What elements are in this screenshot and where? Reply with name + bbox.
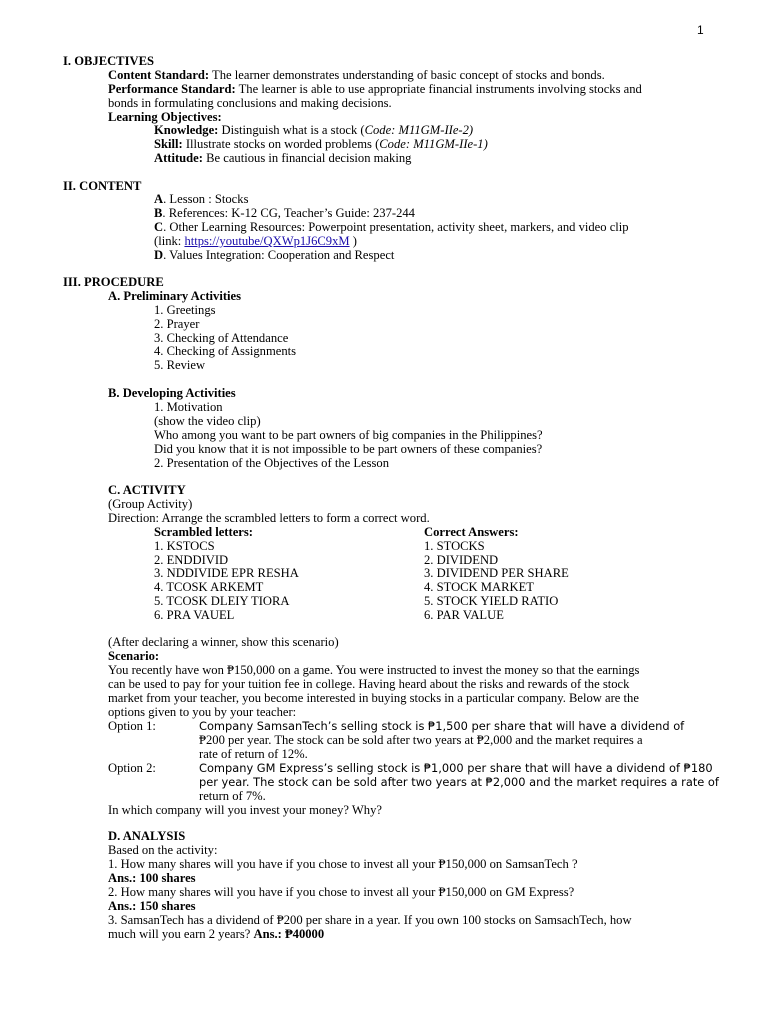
activity-direction: Direction: Arrange the scrambled letters to form a correct word. — [108, 511, 430, 525]
activity-heading: C. ACTIVITY — [108, 483, 186, 497]
correct-answer: 5. STOCK YIELD RATIO — [424, 594, 559, 608]
scrambled-word: 1. KSTOCS — [154, 539, 215, 553]
performance-standard-label: Performance Standard: — [108, 82, 236, 96]
content-standard — [108, 69, 605, 83]
attitude-text: Be cautious in financial decision making — [202, 151, 412, 165]
knowledge-objective — [154, 124, 473, 138]
scrambled-word: 3. NDDIVIDE EPR RESHA — [154, 566, 299, 580]
after-declaring-note: (After declaring a winner, show this scenario) — [108, 635, 339, 649]
developing-line: 2. Presentation of the Objectives of the Lesson — [154, 456, 390, 470]
analysis-answer-2: Ans.: 150 shares — [108, 899, 196, 913]
preliminary-item: 3. Checking of Attendance — [154, 331, 289, 345]
preliminary-item: 1. Greetings — [154, 303, 216, 317]
analysis-heading: D. ANALYSIS — [108, 829, 186, 843]
performance-standard-text: The learner is able to use appropriate financial instruments involving stocks and — [235, 82, 642, 96]
analysis-answer-3: Ans.: ₱40000 — [253, 927, 325, 941]
option-1-line: ₱200 per year. The stock can be sold after two years at ₱2,000 and the market requires a — [199, 733, 643, 747]
correct-answer: 4. STOCK MARKET — [424, 580, 534, 594]
skill-code: Code: M11GM-IIe-1) — [379, 137, 488, 151]
activity-question: In which company will you invest your money? Why? — [108, 803, 382, 817]
video-link-suffix: ) — [349, 234, 357, 248]
correct-answer: 1. STOCKS — [424, 539, 485, 553]
analysis-question-2: 2. How many shares will you have if you chose to invest all your ₱150,000 on GM Express? — [108, 885, 575, 899]
developing-line: Did you know that it is not impossible to be part owners of these companies? — [154, 442, 543, 456]
correct-answer: 2. DIVIDEND — [424, 553, 499, 567]
scenario-line: can be used to pay for your tuition fee in college. Having heard about the risks and rewards of the stock — [108, 677, 630, 691]
skill-label: Skill: — [154, 137, 183, 151]
option-1-line: Company SamsanTech’s selling stock is ₱1,500 per share that will have a dividend of — [199, 719, 685, 733]
developing-line: (show the video clip) — [154, 414, 261, 428]
option-1-label: Option 1: — [108, 719, 156, 733]
knowledge-text: Distinguish what is a stock ( — [218, 123, 365, 137]
option-2-line: per year. The stock can be sold after two years at ₱2,000 and the market requires a rate of — [199, 775, 719, 789]
attitude-objective — [154, 152, 411, 166]
video-link-prefix: (link: — [154, 234, 185, 248]
content-item-a-text: . Lesson : Stocks — [163, 192, 249, 206]
content-item-b-letter: B — [154, 206, 163, 220]
scrambled-column-header: Scrambled letters: — [154, 525, 253, 539]
developing-heading: B. Developing Activities — [108, 386, 236, 400]
analysis-question-3: 3. SamsanTech has a dividend of ₱200 per share in a year. If you own 100 stocks on SamsachTech, how — [108, 913, 632, 927]
preliminary-heading: A. Preliminary Activities — [108, 289, 242, 303]
analysis-question-3-text: much will you earn 2 years? — [108, 927, 254, 941]
learning-objectives-label: Learning Objectives: — [108, 110, 222, 124]
option-1-line: rate of return of 12%. — [199, 747, 308, 761]
performance-standard — [108, 83, 642, 97]
attitude-label: Attitude: — [154, 151, 203, 165]
scenario-label: Scenario: — [108, 649, 160, 663]
option-2-line: return of 7%. — [199, 789, 266, 803]
scenario-line: options given to you by your teacher: — [108, 705, 297, 719]
preliminary-item: 2. Prayer — [154, 317, 200, 331]
content-item-a — [154, 193, 248, 207]
scrambled-word: 4. TCOSK ARKEMT — [154, 580, 264, 594]
content-heading: II. CONTENT — [63, 179, 142, 193]
content-item-c-text: . Other Learning Resources: Powerpoint presentation, activity sheet, markers, and video clip — [163, 220, 629, 234]
analysis-question-3-cont — [108, 928, 324, 942]
option-2-label: Option 2: — [108, 761, 156, 775]
knowledge-label: Knowledge: — [154, 123, 219, 137]
preliminary-item: 4. Checking of Assignments — [154, 344, 297, 358]
analysis-intro: Based on the activity: — [108, 843, 218, 857]
content-item-c — [154, 221, 629, 235]
option-2-line: Company GM Express’s selling stock is ₱1,000 per share that will have a dividend of ₱180 — [199, 761, 713, 775]
scenario-line: You recently have won ₱150,000 on a game. You were instructed to invest the money so that the earnings — [108, 663, 640, 677]
content-item-d — [154, 249, 394, 263]
scrambled-word: 6. PRA VAUEL — [154, 608, 235, 622]
correct-answer: 6. PAR VALUE — [424, 608, 504, 622]
content-item-b-text: . References: K-12 CG, Teacher’s Guide: 237-244 — [162, 206, 415, 220]
activity-group: (Group Activity) — [108, 497, 193, 511]
analysis-answer-1: Ans.: 100 shares — [108, 871, 196, 885]
analysis-question-1: 1. How many shares will you have if you chose to invest all your ₱150,000 on SamsanTech ? — [108, 857, 578, 871]
content-item-c-letter: C — [154, 220, 164, 234]
content-standard-label: Content Standard: — [108, 68, 210, 82]
preliminary-item: 5. Review — [154, 358, 206, 372]
content-item-b — [154, 207, 415, 221]
correct-answer: 3. DIVIDEND PER SHARE — [424, 566, 569, 580]
skill-text: Illustrate stocks on worded problems ( — [182, 137, 380, 151]
scrambled-word: 2. ENDDIVID — [154, 553, 229, 567]
procedure-heading: III. PROCEDURE — [63, 275, 164, 289]
developing-line: Who among you want to be part owners of big companies in the Philippines? — [154, 428, 543, 442]
content-item-a-letter: A — [154, 192, 164, 206]
developing-line: 1. Motivation — [154, 400, 223, 414]
scrambled-word: 5. TCOSK DLEIY TIORA — [154, 594, 290, 608]
content-item-d-text: . Values Integration: Cooperation and Respect — [163, 248, 395, 262]
performance-standard-cont: bonds in formulating conclusions and making decisions. — [108, 96, 392, 110]
content-standard-text: The learner demonstrates understanding of basic concept of stocks and bonds. — [209, 68, 605, 82]
content-item-d-letter: D — [154, 248, 164, 262]
knowledge-code: Code: M11GM-IIe-2) — [364, 123, 474, 137]
video-link[interactable]: https://youtube/QXWp1J6C9xM — [184, 234, 350, 248]
page-number: 1 — [697, 23, 704, 37]
scenario-line: market from your teacher, you become interested in buying stocks in a particular company. Below are the — [108, 691, 639, 705]
objectives-heading: I. OBJECTIVES — [63, 54, 154, 68]
video-link-line — [154, 235, 357, 249]
skill-objective — [154, 138, 488, 152]
correct-column-header: Correct Answers: — [424, 525, 519, 539]
